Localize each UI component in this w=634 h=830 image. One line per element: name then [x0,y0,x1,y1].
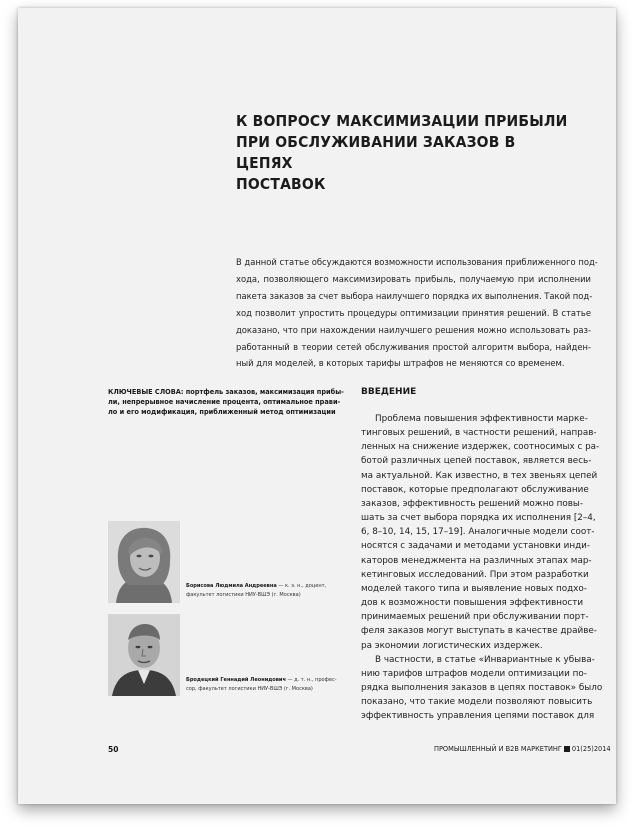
abstract-line: хода, позволяющего максимизировать прибыль, получаемую при исполнении [236,273,591,284]
title-line: ПОСТАВОК [236,175,326,193]
keywords-block [108,387,344,416]
author-affiliation: факультет логистики НИУ-ВШЭ (г. Москва) [186,592,301,598]
page-number: 50 [108,745,119,754]
author-degree: — д. т. н., профес- [285,677,337,683]
author-degree: — к. э. н., доцент, [276,583,327,589]
author-photo-brodetsky [108,614,180,696]
body-line: ма актуальной. Как известно, в тех звеньях цепей [361,470,598,481]
body-line: нию тарифов штрафов модели оптимизации по- [361,668,587,679]
abstract-line: ход позволит упростить процедуры оптимизации принятия решений. В статье [236,307,591,318]
author-photo-borisova [108,521,180,603]
section-heading: ВВЕДЕНИЕ [361,387,417,397]
keywords-line: ли, непрерывное начисление процента, оптимальное прави- [108,396,341,406]
author-affiliation: сор, факультет логистики НИУ-ВШЭ (г. Москва) [186,686,313,692]
body-line: моделей такого типа и выявление новых подхо- [361,583,587,594]
author-name: Борисова Людмила Андреевна [186,583,277,589]
body-line: заказов, эффективность решений можно повы- [361,498,584,509]
journal-footer [434,745,611,753]
body-line: Проблема повышения эффективности марке- [375,414,588,424]
abstract-line: доказано, что при нахождении наилучшего решения можно использовать раз- [236,324,591,335]
body-line: феля заказов могут выступать в качестве драйве- [361,626,597,637]
body-line: ботой различных цепей поставок, является весь- [361,456,592,467]
abstract-line: В данной статье обсуждаются возможности использования приближенного под- [236,257,598,267]
body-line: рядка выполнения заказов в цепях поставок» было [361,682,603,693]
title-line: К ВОПРОСУ МАКСИМИЗАЦИИ ПРИБЫЛИ [236,112,568,130]
body-line: каторов менеджмента на различных этапах мар- [361,555,592,566]
author-name: Бродецкий Геннадий Леонидович [186,677,286,683]
square-bullet-icon [564,746,570,752]
body-line: ленных на снижение издержек, соотносимых с ра- [361,442,600,453]
body-line: тинговых решений, в частности решений, направ- [361,428,597,439]
body-line: 6, 8–10, 14, 15, 17–19]. Аналогичные модели соот- [361,527,595,538]
author-caption-1 [186,582,346,600]
author-caption-line [186,676,346,685]
body-line: В частности, в статье «Инвариантные к убыва- [375,654,595,665]
body-line: поставок, которые предполагают обслуживание [361,484,589,495]
author-portrait-2 [108,614,180,696]
body-line: принимаемых решений при обслуживании порт- [361,612,589,623]
article-title [236,111,576,195]
article-abstract [236,254,598,372]
abstract-line: пакета заказов за счет выбора наилучшего порядка их выполнения. Такой под- [236,290,593,301]
abstract-line: работанный в теории сетей обслуживания простой алгоритм выбора, найден- [236,341,591,352]
author-portrait-1 [108,521,180,603]
journal-name: ПРОМЫШЛЕННЫЙ И B2B МАРКЕТИНГ [434,745,562,753]
body-line: дов к возможности повышения эффективности [361,598,584,609]
journal-issue: 01(25)2014 [571,745,611,753]
body-line: кетинговых исследований. При этом разработки [361,569,589,580]
author-caption-line [186,582,346,591]
title-line: ПРИ ОБСЛУЖИВАНИИ ЗАКАЗОВ В ЦЕПЯХ [236,133,516,172]
body-line: показано, что такие модели позволяют повысить [361,697,593,708]
keywords-line: КЛЮЧЕВЫЕ СЛОВА: портфель заказов, максимизация прибы- [108,387,344,396]
intro-body-text [361,412,603,723]
abstract-line: ный для моделей, в которых тарифы штрафов не меняются со временем. [236,358,565,369]
keywords-line: ло и его модификация, приближенный метод оптимизации [108,406,336,416]
body-line: носятся с задачами и методами установки инди- [361,541,591,552]
author-caption-2 [186,676,346,694]
body-line: шать за счет выбора порядка их исполнения [2–4, [361,513,596,524]
journal-page [18,8,616,804]
body-line: эффективность управления цепями поставок для [361,711,595,722]
body-line: ра экономии логистических издержек. [361,640,543,651]
